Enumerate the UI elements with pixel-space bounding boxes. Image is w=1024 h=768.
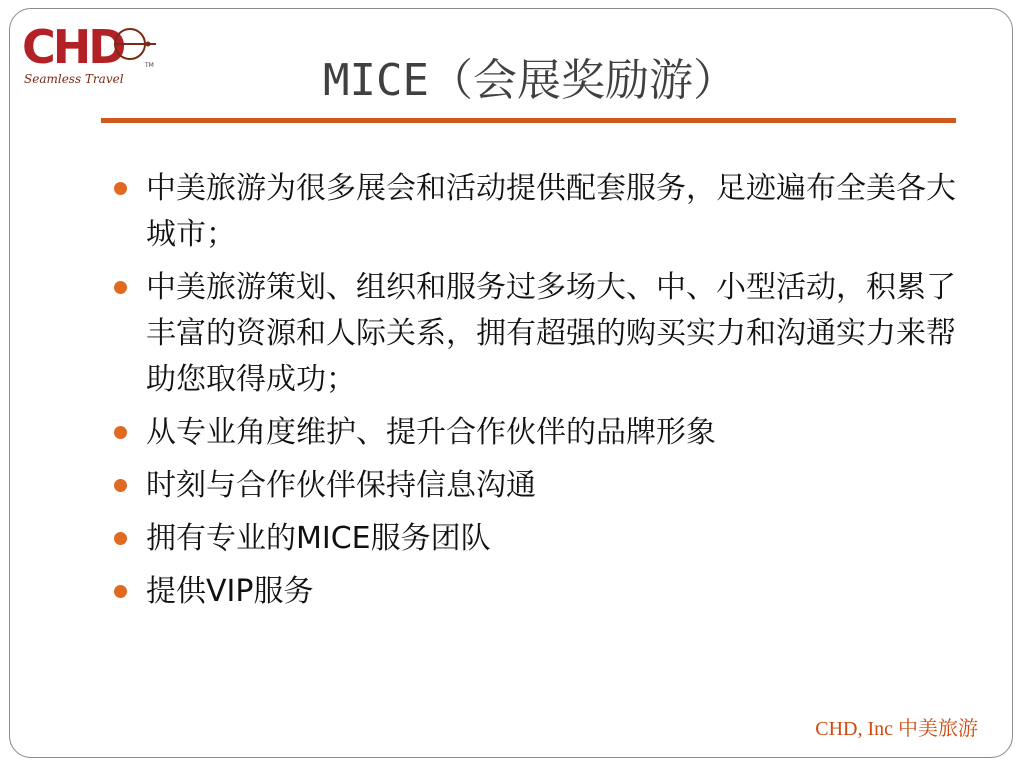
bullet-dot-icon <box>114 585 127 598</box>
footer-company: CHD, Inc 中美旅游 <box>815 718 978 740</box>
bullet-dot-icon <box>114 532 127 545</box>
bullet-item <box>112 569 962 615</box>
logo-tagline: Seamless Travel <box>24 72 124 86</box>
bullet-text: 从专业角度维护、提升合作伙伴的品牌形象 <box>146 415 716 450</box>
bullet-text: 中美旅游策划、组织和服务过多场大、中、小型活动，积累了丰富的资源和人际关系，拥有超强的购买实力和沟通实力来帮助您取得成功； <box>146 270 956 397</box>
bullet-text: 中美旅游为很多展会和活动提供配套服务，足迹遍布全美各大城市； <box>146 171 956 252</box>
bullet-item <box>112 463 962 509</box>
bullet-dot-icon <box>114 426 127 439</box>
bullet-text: 提供VIP服务 <box>146 574 314 609</box>
bullet-item <box>112 410 962 456</box>
logo-tm: TM <box>145 62 154 69</box>
bullet-dot-icon <box>114 479 127 492</box>
bullet-item <box>112 166 962 258</box>
logo-letters: CHD <box>22 20 124 74</box>
chd-logo <box>18 22 158 94</box>
bullet-text: 拥有专业的MICE服务团队 <box>146 521 491 556</box>
bullet-list <box>112 166 962 622</box>
bullet-text: 时刻与合作伙伴保持信息沟通 <box>146 468 536 503</box>
title-divider <box>101 118 956 123</box>
slide-title: MICE（会展奖励游） <box>323 55 737 106</box>
bullet-item <box>112 265 962 403</box>
bullet-dot-icon <box>114 281 127 294</box>
bullet-dot-icon <box>114 182 127 195</box>
bullet-item <box>112 516 962 562</box>
